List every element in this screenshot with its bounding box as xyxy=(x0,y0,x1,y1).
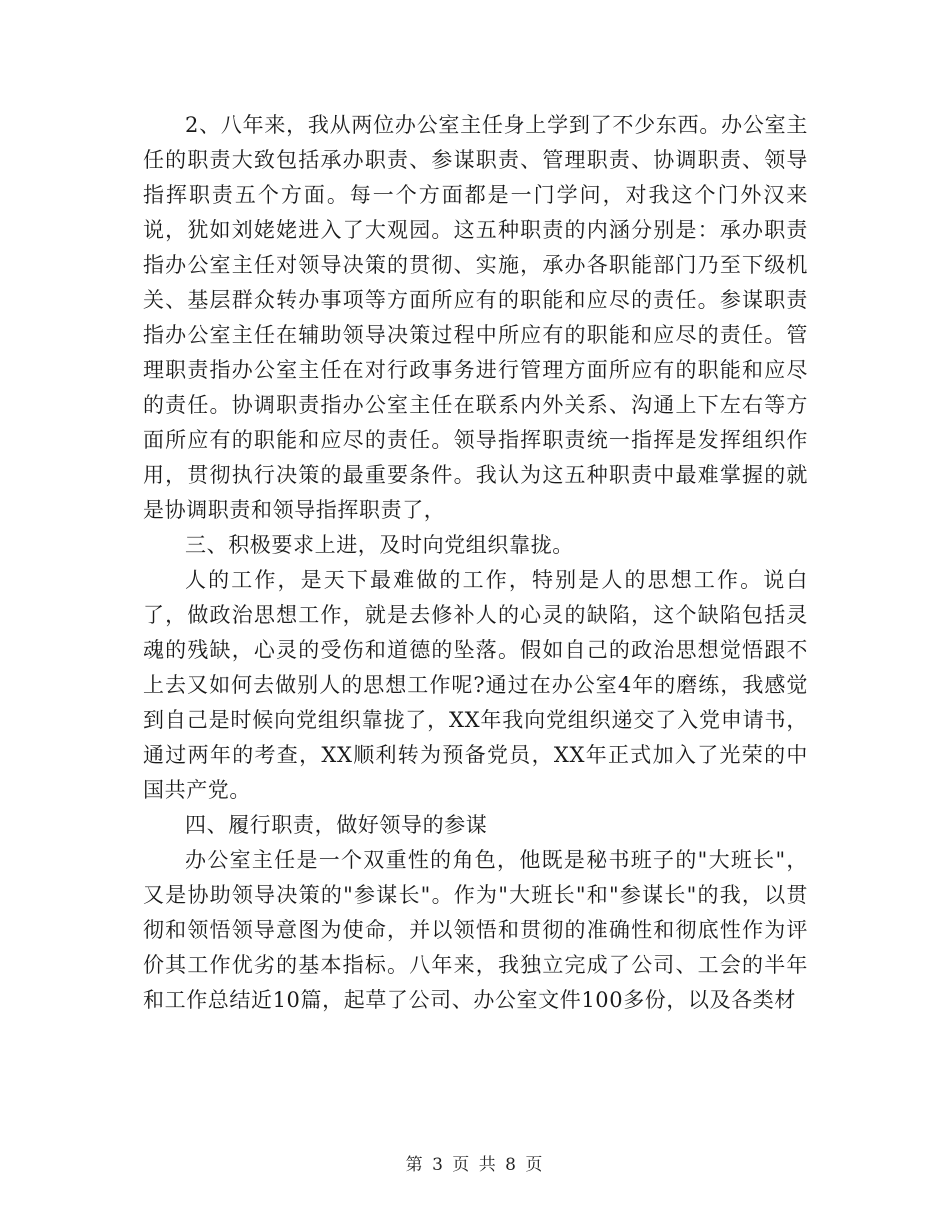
paragraph-office-director-duties: 2、八年来，我从两位办公室主任身上学到了不少东西。办公室主任的职责大致包括承办职责、参谋职责、管理职责、协调职责、领导指挥职责五个方面。每一个方面都是一门学问，对我这个门外汉来说，犹如刘姥姥进入了大观园。这五种职责的内涵分别是：承办职责指办公室主任对领导决策的贯彻、实施，承办各职能部门乃至下级机关、基层群众转办事项等方面所应有的职能和应尽的责任。参谋职责指办公室主任在辅助领导决策过程中所应有的职能和应尽的责任。管理职责指办公室主任在对行政事务进行管理方面所应有的职能和应尽的责任。协调职责指办公室主任在联系内外关系、沟通上下左右等方面所应有的职能和应尽的责任。领导指挥职责统一指挥是发挥组织作用，贯彻执行决策的最重要条件。我认为这五种职责中最难掌握的就是协调职责和领导指挥职责了， xyxy=(143,113,808,522)
section-heading-four: 四、履行职责，做好领导的参谋 xyxy=(185,813,488,837)
section-heading-three: 三、积极要求上进，及时向党组织靠拢。 xyxy=(185,533,574,557)
paragraph-leader-advisor: 办公室主任是一个双重性的角色，他既是秘书班子的"大班长"，又是协助领导决策的"参谋长"。作为"大班长"和"参谋长"的我，以贯彻和领悟领导意图为使命，并以领悟和贯彻的准确性和彻底性作为评价其工作优劣的基本指标。八年来，我独立完成了公司、工会的半年和工作总结近10篇，起草了公司、办公室文件100多份，以及各类材 xyxy=(143,848,808,1012)
page-number-footer: 第 3 页 共 8 页 xyxy=(405,1155,545,1175)
paragraph-party-application: 人的工作，是天下最难做的工作，特别是人的思想工作。说白了，做政治思想工作，就是去修补人的心灵的缺陷，这个缺陷包括灵魂的残缺，心灵的受伤和道德的坠落。假如自己的政治思想觉悟跟不上去又如何去做别人的思想工作呢?通过在办公室4年的磨练，我感觉到自己是时候向党组织靠拢了，XX年我向党组织递交了入党申请书，通过两年的考查，XX顺利转为预备党员，XX年正式加入了光荣的中国共产党。 xyxy=(143,568,808,802)
document-body xyxy=(143,108,808,1018)
